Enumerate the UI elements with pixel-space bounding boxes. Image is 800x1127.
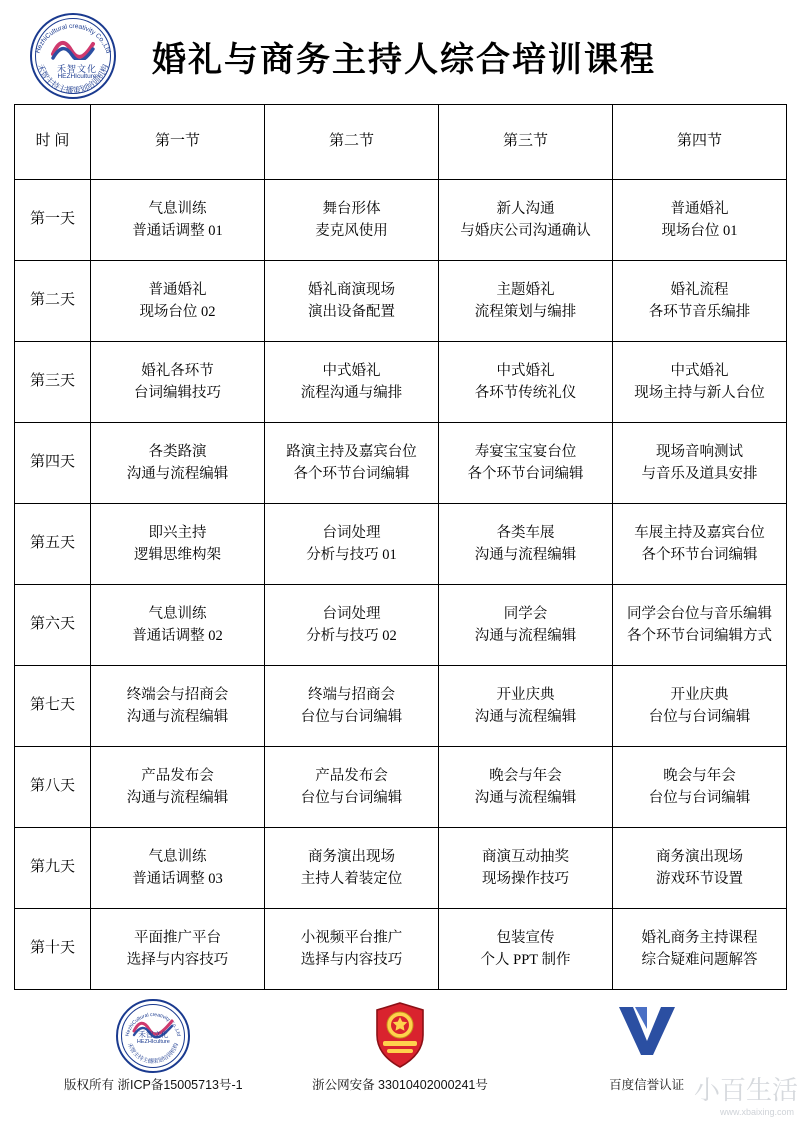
schedule-cell: 各类车展 沟通与流程编辑 (439, 504, 613, 585)
schedule-cell: 普通婚礼 现场台位 01 (613, 180, 787, 261)
footer-police-block[interactable] (280, 997, 520, 1093)
schedule-cell: 路演主持及嘉宾台位 各个环节台词编辑 (265, 423, 439, 504)
schedule-cell: 台词处理 分析与技巧 02 (265, 585, 439, 666)
schedule-cell: 平面推广平台 选择与内容技巧 (91, 909, 265, 990)
table-row (15, 342, 787, 423)
column-header-session-3: 第三节 (439, 105, 613, 180)
company-mini-seal-icon (116, 999, 190, 1073)
day-label: 第七天 (15, 666, 91, 747)
footer-seal-badge (33, 997, 273, 1075)
schedule-cell: 婚礼各环节 台词编辑技巧 (91, 342, 265, 423)
schedule-cell: 气息训练 普通话调整 01 (91, 180, 265, 261)
day-label: 第十天 (15, 909, 91, 990)
day-label: 第三天 (15, 342, 91, 423)
schedule-cell: 开业庆典 沟通与流程编辑 (439, 666, 613, 747)
baidu-credit-text: 百度信誉认证 (609, 1078, 685, 1092)
schedule-cell: 包装宣传 个人 PPT 制作 (439, 909, 613, 990)
page-title: 婚礼与商务主持人综合培训课程 (152, 41, 656, 79)
seal-wave-icon (51, 38, 95, 60)
table-row (15, 504, 787, 585)
table-row (15, 585, 787, 666)
table-row (15, 828, 787, 909)
column-header-session-2: 第二节 (265, 105, 439, 180)
table-row (15, 747, 787, 828)
schedule-cell: 气息训练 普通话调整 03 (91, 828, 265, 909)
day-label: 第八天 (15, 747, 91, 828)
schedule-cell: 开业庆典 台位与台词编辑 (613, 666, 787, 747)
mini-seal-name-cn: 禾智文化 (138, 1030, 169, 1039)
schedule-cell: 同学会台位与音乐编辑 各个环节台词编辑方式 (613, 585, 787, 666)
schedule-cell: 中式婚礼 流程沟通与编排 (265, 342, 439, 423)
schedule-table (14, 104, 787, 990)
schedule-cell: 产品发布会 台位与台词编辑 (265, 747, 439, 828)
table-row (15, 261, 787, 342)
document-footer (0, 997, 800, 1123)
copyright-text: 版权所有 浙ICP备15005713号-1 (64, 1078, 243, 1092)
day-label: 第六天 (15, 585, 91, 666)
schedule-table-container (0, 104, 800, 990)
table-row (15, 666, 787, 747)
schedule-cell: 中式婚礼 各环节传统礼仪 (439, 342, 613, 423)
day-label: 第五天 (15, 504, 91, 585)
svg-text:禾智主持主播策划培训机构: 禾智主持主播策划培训机构 (126, 1042, 181, 1066)
schedule-cell: 气息训练 普通话调整 02 (91, 585, 265, 666)
schedule-cell: 商务演出现场 游戏环节设置 (613, 828, 787, 909)
column-header-session-4: 第四节 (613, 105, 787, 180)
svg-text:HezhiCultural creativity Co.,L: HezhiCultural creativity Co.,Ltd (34, 22, 112, 55)
table-row (15, 909, 787, 990)
schedule-cell: 产品发布会 沟通与流程编辑 (91, 747, 265, 828)
schedule-cell: 晚会与年会 沟通与流程编辑 (439, 747, 613, 828)
schedule-cell: 中式婚礼 现场主持与新人台位 (613, 342, 787, 423)
footer-copyright-block (33, 997, 273, 1093)
document-header (0, 0, 800, 104)
schedule-cell: 同学会 沟通与流程编辑 (439, 585, 613, 666)
svg-text:禾智主持主播策划培训机构: 禾智主持主播策划培训机构 (35, 63, 111, 96)
table-row (15, 423, 787, 504)
schedule-cell: 普通婚礼 现场台位 02 (91, 261, 265, 342)
police-badge (280, 997, 520, 1075)
schedule-cell: 商演互动抽奖 现场操作技巧 (439, 828, 613, 909)
baidu-v-shield-icon (617, 1005, 677, 1057)
site-watermark: 小百生活 (693, 1075, 798, 1105)
svg-text:HezhiCultural creativity Co.,L: HezhiCultural creativity Co.,Ltd (124, 1011, 182, 1037)
baidu-credit-mark (601, 1001, 693, 1071)
baidu-badge (527, 997, 767, 1075)
mini-seal-name-en: HEZHIculture (136, 1039, 170, 1045)
schedule-cell: 婚礼流程 各环节音乐编排 (613, 261, 787, 342)
day-label: 第二天 (15, 261, 91, 342)
schedule-cell: 即兴主持 逻辑思维构架 (91, 504, 265, 585)
schedule-cell: 终端与招商会 台位与台词编辑 (265, 666, 439, 747)
column-header-time: 时 间 (15, 105, 91, 180)
schedule-cell: 商务演出现场 主持人着装定位 (265, 828, 439, 909)
schedule-cell: 终端会与招商会 沟通与流程编辑 (91, 666, 265, 747)
site-watermark-url: www.xbaixing.com (719, 1107, 794, 1117)
schedule-cell: 寿宴宝宝宴台位 各个环节台词编辑 (439, 423, 613, 504)
schedule-cell: 晚会与年会 台位与台词编辑 (613, 747, 787, 828)
seal-company-name-en: HEZHIculture (57, 73, 97, 80)
schedule-cell: 各类路演 沟通与流程编辑 (91, 423, 265, 504)
day-label: 第九天 (15, 828, 91, 909)
schedule-cell: 新人沟通 与婚庆公司沟通确认 (439, 180, 613, 261)
table-row (15, 180, 787, 261)
company-seal-logo (18, 10, 136, 102)
day-label: 第一天 (15, 180, 91, 261)
table-header-row (15, 105, 787, 180)
schedule-cell: 婚礼商演现场 演出设备配置 (265, 261, 439, 342)
seal-company-name-cn: 禾智文化 (56, 64, 97, 74)
schedule-cell: 主题婚礼 流程策划与编排 (439, 261, 613, 342)
police-emblem-icon (363, 999, 437, 1073)
schedule-cell: 现场音响测试 与音乐及道具安排 (613, 423, 787, 504)
schedule-cell: 小视频平台推广 选择与内容技巧 (265, 909, 439, 990)
column-header-session-1: 第一节 (91, 105, 265, 180)
schedule-cell: 舞台形体 麦克风使用 (265, 180, 439, 261)
schedule-cell: 车展主持及嘉宾台位 各个环节台词编辑 (613, 504, 787, 585)
schedule-cell: 婚礼商务主持课程 综合疑难问题解答 (613, 909, 787, 990)
schedule-cell: 台词处理 分析与技巧 01 (265, 504, 439, 585)
day-label: 第四天 (15, 423, 91, 504)
police-record-text: 浙公网安备 33010402000241号 (312, 1078, 488, 1092)
